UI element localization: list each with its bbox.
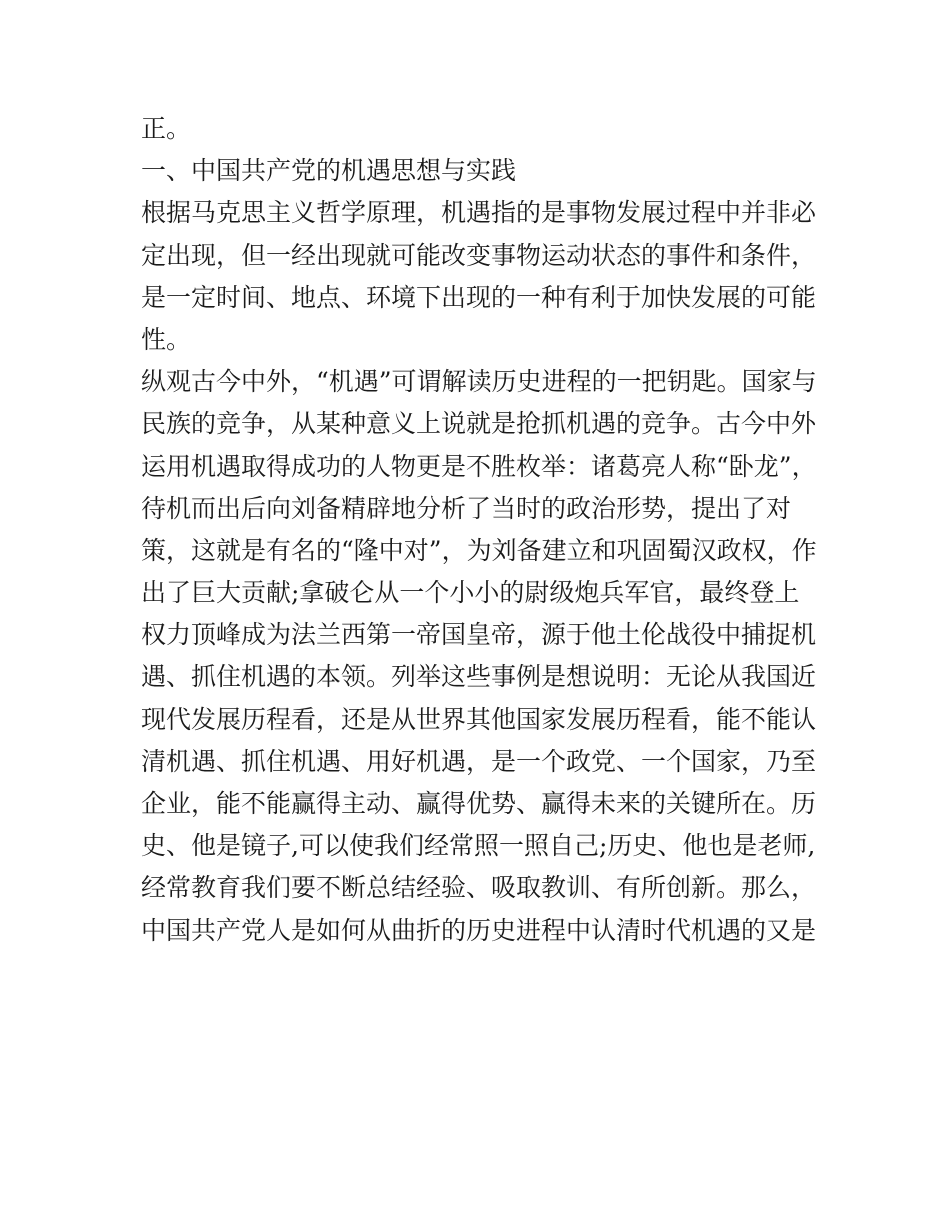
text-line: 出了巨大贡献;拿破仑从一个小小的尉级炮兵军官，最终登上 — [141, 578, 800, 608]
text-line: 权力顶峰成为法兰西第一帝国皇帝，源于他土伦战役中捕捉机 — [141, 620, 817, 650]
text-line: 定出现，但一经出现就可能改变事物运动状态的事件和条件， — [141, 240, 817, 270]
text-line: 策，这就是有名的“隆中对”，为刘备建立和巩固蜀汉政权，作 — [141, 535, 817, 565]
text-line-continuation: 正。 — [141, 114, 192, 143]
text-line: 民族的竞争，从某种意义上说就是抢抓机遇的竞争。古今中外 — [141, 409, 817, 439]
text-line: 现代发展历程看，还是从世界其他国家发展历程看，能不能认 — [141, 704, 817, 734]
text-line: 运用机遇取得成功的人物更是不胜枚举：诸葛亮人称“卧龙”， — [141, 451, 817, 481]
text-line: 企业，能不能赢得主动、赢得优势、赢得未来的关键所在。历 — [141, 789, 817, 818]
text-line: 经常教育我们要不断总结经验、吸取教训、有所创新。那么， — [141, 873, 817, 903]
document-body — [141, 108, 831, 952]
text-line: 性。 — [141, 324, 192, 354]
text-line: 遇、抓住机遇的本领。列举这些事例是想说明：无论从我国近 — [141, 662, 817, 692]
text-line: 清机遇、抓住机遇、用好机遇，是一个政党、一个国家，乃至 — [141, 746, 817, 776]
text-line: 中国共产党人是如何从曲折的历史进程中认清时代机遇的又是 — [141, 915, 817, 945]
section-heading: 一、中国共产党的机遇思想与实践 — [141, 156, 517, 186]
text-line: 纵观古今中外，“机遇”可谓解读历史进程的一把钥匙。国家与 — [141, 367, 817, 397]
text-line: 史、他是镜子,可以使我们经常照一照自己;历史、他也是老师, — [141, 831, 816, 861]
text-line: 待机而出后向刘备精辟地分析了当时的政治形势，提出了对 — [141, 493, 792, 523]
text-line: 根据马克思主义哲学原理，机遇指的是事物发展过程中并非必 — [141, 198, 817, 228]
text-line: 是一定时间、地点、环境下出现的一种有利于加快发展的可能 — [141, 282, 817, 312]
